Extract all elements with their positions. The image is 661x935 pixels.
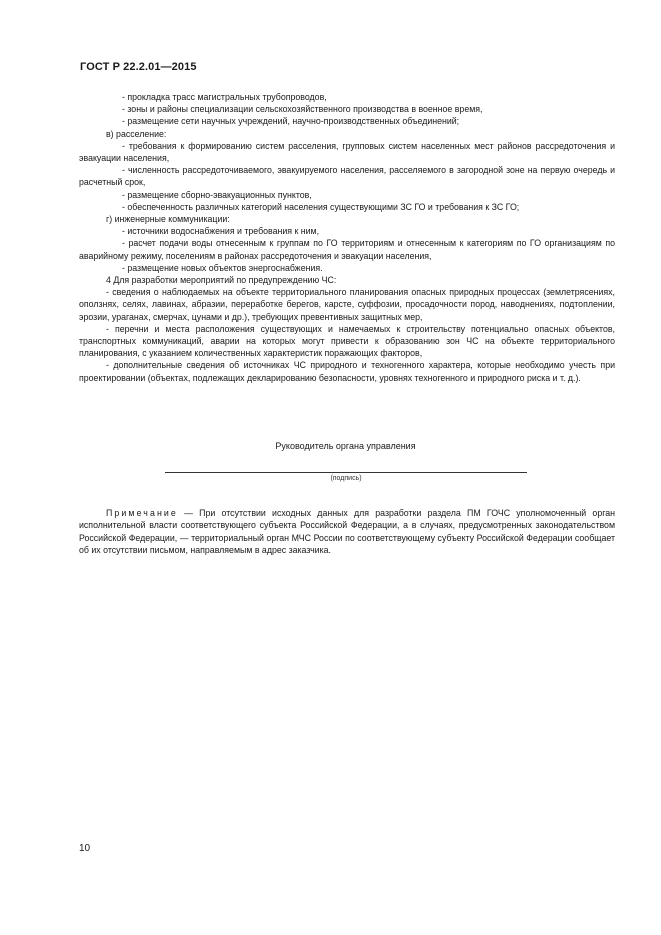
body-line-5: - требования к формированию систем расселения, групповых систем населенных мест районов рассредоточения и эвакуации населения,	[79, 140, 615, 164]
document-header: ГОСТ Р 22.2.01—2015	[80, 61, 197, 73]
body-line-10: - источники водоснабжения и требования к ним,	[122, 226, 320, 237]
note-paragraph	[79, 507, 615, 557]
signature-title: Руководитель органа управления	[275, 441, 416, 451]
body-line-4: в) расселение:	[106, 128, 167, 139]
body-line-9: г) инженерные коммуникации:	[106, 214, 230, 225]
body-line-6: - численность рассредоточиваемого, эвакуируемого населения, расселяемого в загородной зоне на первую очередь и расчетный срок,	[79, 165, 615, 188]
body-line-8: - обеспеченность различных категорий населения существующими ЗС ГО и требования к ЗС ГО;	[122, 201, 520, 212]
body-line-13: 4 Для разработки мероприятий по предупреждению ЧС:	[106, 275, 337, 286]
signature-line	[165, 472, 527, 473]
body-line-12: - размещение новых объектов энергоснабжения.	[122, 262, 323, 273]
signature-caption: (подпись)	[330, 475, 362, 482]
body-line-3: - размещение сети научных учреждений, научно-производственных объединений;	[122, 116, 460, 127]
page-number: 10	[79, 843, 91, 854]
body-line-1: - прокладка трасс магистральных трубопроводов,	[122, 92, 327, 102]
note-text: — При отсутствии исходных данных для разработки раздела ПМ ГОЧС уполномоченный орган исполнительной власти соответствующего субъекта Российской Федерации, а в случаях, предусмотренных законодательством Российской Федерации, — территориальный орган МЧС России по соответствующему субъекту Российской Федерации сообщает об их отсутствии письмом, направляемым в адрес заказчика.	[79, 508, 615, 556]
body-line-16: - дополнительные сведения об источниках ЧС природного и техногенного характера, которые необходимо учесть при проектировании (объектах, подлежащих декларированию безопасности, уровнях техногенного и природного риска и т. д.).	[79, 360, 615, 383]
body-line-2: - зоны и районы специализации сельскохозяйственного производства в военное время,	[122, 104, 483, 115]
body-line-7: - размещение сборно-эвакуационных пунктов,	[122, 189, 312, 200]
note-label: Примечание	[106, 508, 178, 518]
body-line-11: - расчет подачи воды отнесенным к группам по ГО территориям и отнесенным к категориям по ГО организациям по аварийному режиму, поселениям в районах рассредоточения и эвакуации населения,	[79, 238, 615, 261]
body-line-15: - перечни и места расположения существующих и намечаемых к строительству потенциально опасных объектов, транспортных коммуникаций, аварии на которых могут привести к образованию зон ЧС на объекте территориального планирования, с указанием количественных характеристик поражающих факторов,	[79, 323, 615, 359]
document-body	[79, 91, 615, 384]
body-line-14: - сведения о наблюдаемых на объекте территориального планирования опасных природных процессах (землетрясениях, оползнях, селях, лавинах, абразии, переработке берегов, карсте, суффозии, просадочности пород, наводнениях, подтоплении, эрозии, ураганах, смерчах, цунами и др.), требующих превентивных защитных мер,	[79, 287, 615, 322]
